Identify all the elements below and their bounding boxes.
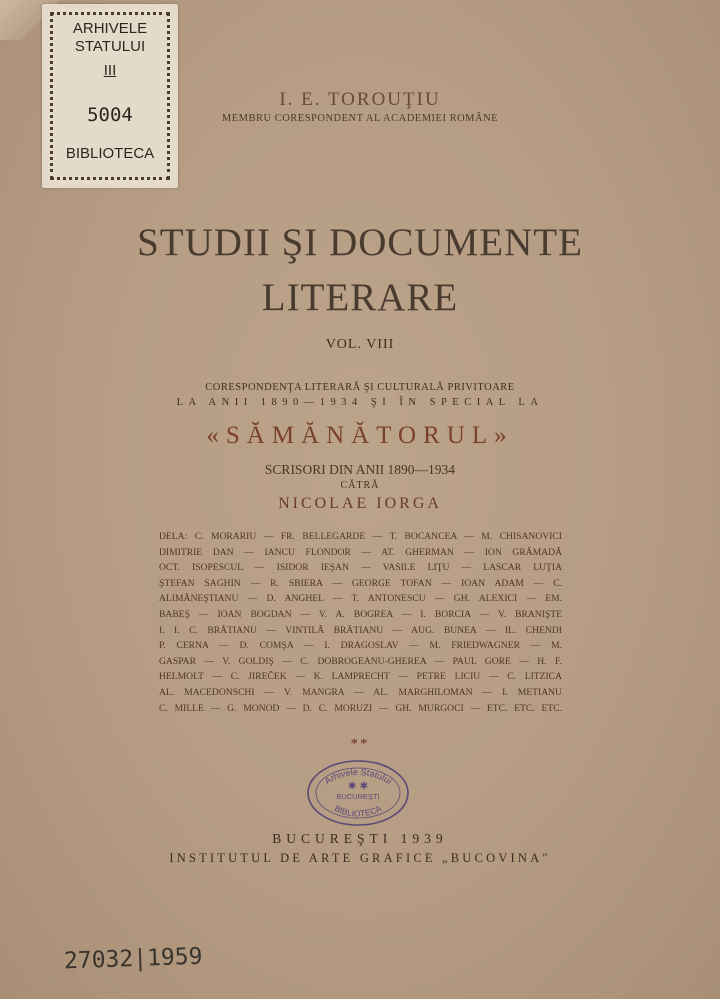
correspondents-line: C. MILLE — G. MONOD — D. C. MORUZI — GH. MURGOCI — ETC. ETC. ETC. bbox=[159, 702, 562, 714]
stamp-middle-text: BUCUREŞTI bbox=[336, 792, 380, 801]
label-line2: STATULUI bbox=[74, 38, 146, 55]
author-name: I. E. TOROUŢIU bbox=[279, 89, 441, 110]
star-icon: ✱ ✱ bbox=[348, 781, 368, 792]
letters-years: SCRISORI DIN ANII 1890—1934 bbox=[264, 462, 456, 477]
journal-title: «SĂMĂNĂTORUL» bbox=[206, 422, 514, 449]
label-line1: ARHIVELE bbox=[72, 20, 148, 37]
correspondents-line: BABEŞ — IOAN BOGDAN — V. A. BOGREA — I. BORCIA — V. BRANIŞTE bbox=[159, 608, 562, 620]
correspondents-line: OCT. ISOPESCUL — ISIDOR IEŞAN — VASILE LIŢU — LASCAR LUŢIA bbox=[159, 562, 562, 574]
label-line3: III bbox=[103, 62, 117, 79]
subtitle-line1: CORESPONDENŢA LITERARĂ ŞI CULTURALĂ PRIVITOARE bbox=[205, 382, 515, 393]
subtitle-line2: LA ANII 1890—1934 ŞI ÎN SPECIAL LA bbox=[176, 397, 544, 408]
correspondents-line: DELA: C. MORARIU — FR. BELLEGARDE — T. BOCANCEA — M. CHISANOVICI bbox=[159, 531, 562, 542]
correspondents-line: I. I. C. BRĂTIANU — VINTILĂ BRĂTIANU — AUG. BUNEA — IL. CHENDI bbox=[159, 624, 562, 636]
correspondents-line: ŞTEFAN SAGHIN — R. SBIERA — GEORGE TOFAN — IOAN ADAM — C. bbox=[159, 577, 562, 589]
title-line2: LITERARE bbox=[261, 276, 459, 319]
correspondents-line: GASPAR — V. GOLDIŞ — C. DOBROGEANU-GHEREA — PAUL GORE — H. F. bbox=[159, 655, 562, 667]
label-line5: BIBLIOTECA bbox=[65, 145, 155, 162]
correspondents-line: HELMOLT — C. JIREČEK — K. LAMPRECHT — PETRE LICIU — C. LITZICA bbox=[159, 671, 562, 683]
place-year: BUCUREŞTI 1939 bbox=[272, 831, 448, 846]
title-line1: STUDII ŞI DOCUMENTE bbox=[137, 221, 583, 264]
recipient-name: NICOLAE IORGA bbox=[278, 495, 442, 512]
library-stamp bbox=[305, 758, 411, 828]
author-title: MEMBRU CORESPONDENT AL ACADEMIEI ROMÂNE bbox=[221, 113, 499, 124]
correspondents-line: DIMITRIE DAN — IANCU FLONDOR — AT. GHERMAN — ION GRĂMADĂ bbox=[159, 546, 562, 558]
correspondents-line: AL. MACEDONSCHI — V. MANGRA — AL. MARGHILOMAN — I. METIANU bbox=[159, 686, 562, 698]
correspondents-list bbox=[159, 529, 562, 716]
label-number: 5004 bbox=[87, 104, 133, 126]
stamp-top-text: Arhivele Statului bbox=[322, 766, 394, 787]
volume: VOL. VIII bbox=[325, 337, 395, 352]
correspondents-line: ALIMĂNEŞTIANU — D. ANGHEL — T. ANTONESCU — GH. ALEXICI — EM. bbox=[159, 593, 562, 605]
stamp-bottom-text: BIBLIOTECA bbox=[332, 803, 384, 819]
publisher: INSTITUTUL DE ARTE GRAFICE „BUCOVINA" bbox=[169, 851, 551, 865]
ornament-stars: ** bbox=[350, 736, 370, 752]
handwritten-note: 27032|1959 bbox=[63, 943, 203, 975]
correspondents-line: P. CERNA — D. COMŞA — I. DRAGOSLAV — M. FRIEDWAGNER — M. bbox=[159, 640, 562, 652]
to-label: CĂTRĂ bbox=[340, 480, 380, 491]
